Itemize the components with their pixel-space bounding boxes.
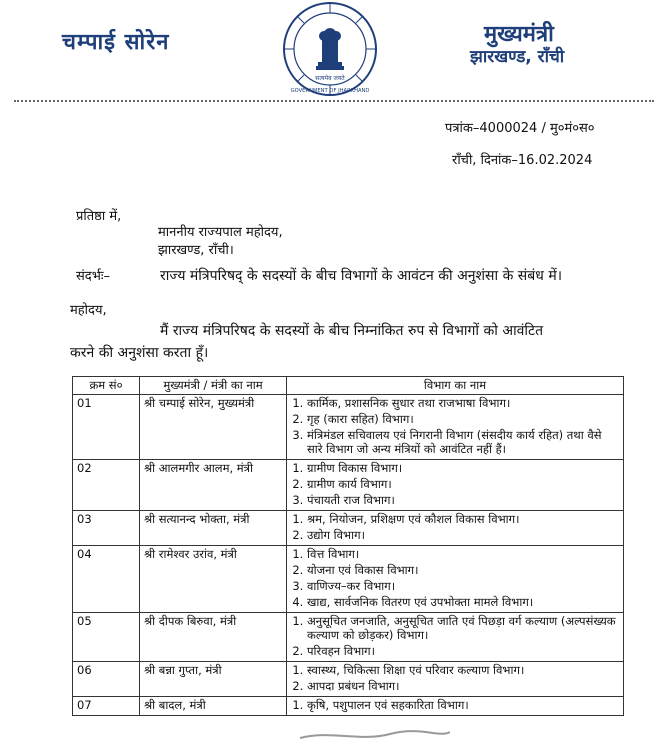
department-list	[291, 614, 619, 658]
emblem-caption: GOVERNMENT OF JHARKHAND	[290, 88, 370, 94]
department-item: 2. योजना एवं विकास विभाग।	[307, 563, 619, 577]
department-list	[291, 461, 619, 507]
department-item: 1. ग्रामीण विकास विभाग।	[307, 461, 619, 475]
row-minister-name: श्री बादल, मंत्री	[140, 697, 287, 716]
department-list	[291, 396, 619, 456]
salutation: महोदय,	[70, 303, 107, 318]
row-minister-name: श्री आलमगीर आलम, मंत्री	[140, 460, 287, 511]
table-body	[73, 395, 624, 716]
department-item: 2. आपदा प्रबंधन विभाग।	[307, 679, 619, 693]
department-item: 1. कृषि, पशुपालन एवं सहकारिता विभाग।	[307, 698, 619, 712]
header-divider	[14, 100, 654, 102]
department-item: 1. वित्त विभाग।	[307, 547, 619, 561]
header-department: विभाग का नाम	[287, 377, 624, 395]
table-row	[73, 546, 624, 613]
scan-smudge	[300, 727, 450, 741]
state-emblem-seal	[280, 0, 380, 98]
to-label: प्रतिष्ठा में,	[76, 209, 122, 224]
row-minister-name: श्री चम्पाई सोरेन, मुख्यमंत्री	[140, 395, 287, 460]
department-item: 1. स्वास्थ्य, चिकित्सा शिक्षा एवं परिवार कल्याण विभाग।	[307, 663, 619, 677]
letterhead-name: चम्पाई सोरेन	[62, 30, 170, 55]
reference-label: संदर्भः–	[76, 269, 110, 284]
row-serial-number: 07	[73, 697, 140, 716]
row-departments	[287, 511, 624, 546]
row-departments	[287, 697, 624, 716]
row-serial-number: 01	[73, 395, 140, 460]
table-header-row	[73, 377, 624, 395]
emblem-motto: सत्यमेव जयते	[315, 75, 345, 82]
row-minister-name: श्री दीपक बिरुवा, मंत्री	[140, 613, 287, 662]
department-allocation-table	[72, 376, 624, 716]
department-item: 3. मंत्रिमंडल सचिवालय एवं निगरानी विभाग (संसदीय कार्य रहित) तथा वैसे सारे विभाग जो अन्य मंत्रियों को आवंटित नहीं हैं।	[307, 428, 619, 456]
addressee-line-2: झारखण्ड, राँची।	[158, 243, 234, 258]
reference-number: पत्रांक–4000024 / मु०मं०स०	[445, 121, 595, 136]
table-row	[73, 511, 624, 546]
row-serial-number: 03	[73, 511, 140, 546]
department-list	[291, 698, 619, 712]
row-minister-name: श्री रामेश्वर उरांव, मंत्री	[140, 546, 287, 613]
row-serial-number: 06	[73, 662, 140, 697]
department-item: 1. अनुसूचित जनजाति, अनुसूचित जाति एवं पिछड़ा वर्ग कल्याण (अल्पसंख्यक कल्याण को छोड़कर) विभाग।	[307, 614, 619, 642]
department-item: 4. खाद्य, सार्वजनिक वितरण एवं उपभोक्ता मामले विभाग।	[307, 595, 619, 609]
table-row	[73, 460, 624, 511]
row-departments	[287, 662, 624, 697]
addressee-line-1: माननीय राज्यपाल महोदय,	[158, 225, 283, 240]
header-serial: क्रम सं०	[73, 377, 140, 395]
department-list	[291, 663, 619, 693]
header-minister-name: मुख्यमंत्री / मंत्री का नाम	[140, 377, 287, 395]
table-row	[73, 662, 624, 697]
body-line-1: मैं राज्य मंत्रिपरिषद के सदस्यों के बीच निम्नांकित रुप से विभागों को आवंटित	[160, 323, 544, 339]
row-minister-name: श्री बन्ना गुप्ता, मंत्री	[140, 662, 287, 697]
table-row	[73, 395, 624, 460]
table-row	[73, 697, 624, 716]
row-departments	[287, 395, 624, 460]
department-list	[291, 547, 619, 609]
department-item: 1. कार्मिक, प्रशासनिक सुधार तथा राजभाषा विभाग।	[307, 396, 619, 410]
row-departments	[287, 460, 624, 511]
department-item: 2. गृह (कारा सहित) विभाग।	[307, 412, 619, 426]
letter-date: राँची, दिनांक–16.02.2024	[452, 153, 593, 168]
row-departments	[287, 613, 624, 662]
department-list	[291, 512, 619, 542]
row-serial-number: 05	[73, 613, 140, 662]
department-item: 2. ग्रामीण कार्य विभाग।	[307, 477, 619, 491]
subject-line: राज्य मंत्रिपरिषद् के सदस्यों के बीच विभागों के आवंटन की अनुशंसा के संबंध में।	[160, 268, 562, 284]
table-row	[73, 613, 624, 662]
row-minister-name: श्री सत्यानन्द भोक्ता, मंत्री	[140, 511, 287, 546]
department-item: 3. वाणिज्य–कर विभाग।	[307, 579, 619, 593]
letterhead-designation: मुख्यमंत्री	[484, 22, 554, 47]
department-item: 3. पंचायती राज विभाग।	[307, 493, 619, 507]
letterhead-location: झारखण्ड, राँची	[470, 47, 565, 67]
row-serial-number: 02	[73, 460, 140, 511]
department-item: 2. उद्योग विभाग।	[307, 528, 619, 542]
row-departments	[287, 546, 624, 613]
row-serial-number: 04	[73, 546, 140, 613]
department-item: 1. श्रम, नियोजन, प्रशिक्षण एवं कौशल विकास विभाग।	[307, 512, 619, 526]
department-item: 2. परिवहन विभाग।	[307, 644, 619, 658]
body-line-2: करने की अनुशंसा करता हूँ।	[70, 345, 209, 361]
